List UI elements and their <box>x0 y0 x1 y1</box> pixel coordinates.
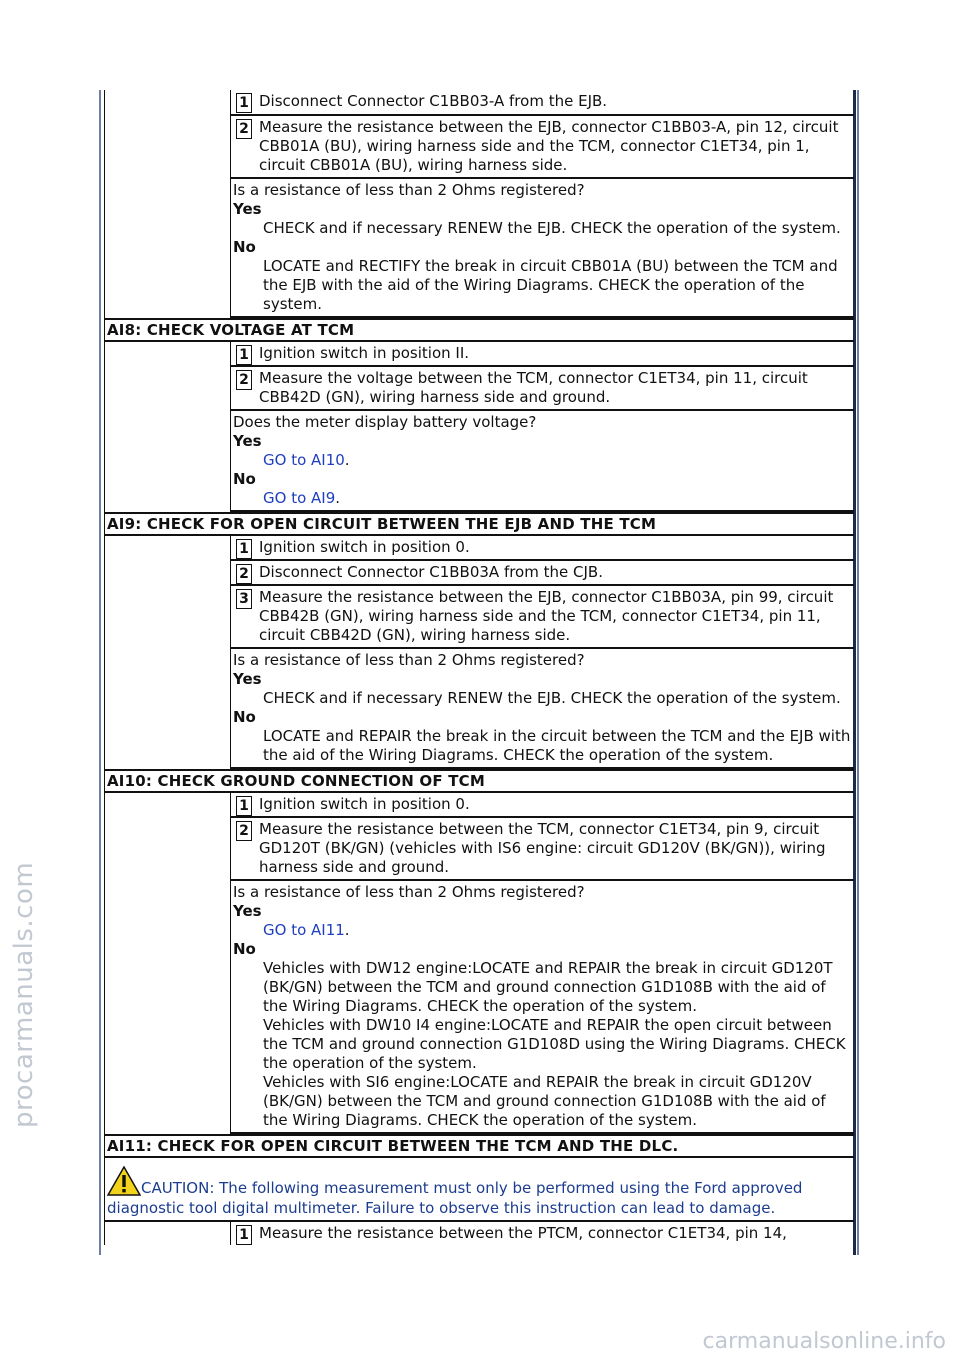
section-ai9 <box>104 512 854 769</box>
step-number: 1 <box>236 539 252 559</box>
section-top <box>104 90 854 318</box>
question-block <box>231 649 854 769</box>
left-column <box>104 536 231 769</box>
yes-label: Yes <box>233 670 262 688</box>
section-title: AI10: CHECK GROUND CONNECTION OF TCM <box>104 769 854 793</box>
step-number: 2 <box>236 119 252 139</box>
step <box>231 561 854 586</box>
section-title: AI9: CHECK FOR OPEN CIRCUIT BETWEEN THE EJB AND THE TCM <box>104 512 854 536</box>
no-action: LOCATE and REPAIR the break in the circuit between the TCM and the EJB with the aid of the Wiring Diagrams. CHECK the operation of the system. <box>263 727 851 764</box>
step-text: Ignition switch in position II. <box>259 344 470 362</box>
step-number: 2 <box>236 564 252 584</box>
yes-action: CHECK and if necessary RENEW the EJB. CHECK the operation of the system. <box>263 219 841 237</box>
no-action: Vehicles with DW10 I4 engine:LOCATE and REPAIR the open circuit between the TCM and ground connection G1D108D using the Wiring Diagrams. CHECK the operation of the system. <box>263 1016 846 1072</box>
step-number: 1 <box>236 796 252 816</box>
yes-label: Yes <box>233 432 262 450</box>
step <box>231 1222 854 1245</box>
step-number: 2 <box>236 370 252 390</box>
no-label: No <box>233 238 256 256</box>
step-number: 2 <box>236 821 252 841</box>
step-text: Measure the resistance between the TCM, connector C1ET34, pin 9, circuit GD120T (BK/GN) (vehicles with IS6 engine: circuit GD120V (BK/GN)), wiring harness side and ground. <box>259 820 826 876</box>
question: Is a resistance of less than 2 Ohms registered? <box>233 883 585 901</box>
step-text: Ignition switch in position 0. <box>259 795 470 813</box>
left-column <box>104 793 231 1134</box>
no-action: Vehicles with DW12 engine:LOCATE and REPAIR the break in circuit GD120T (BK/GN) between the TCM and ground connection G1D108B with the aid of the Wiring Diagrams. CHECK the operation of the system. <box>263 959 833 1015</box>
question: Is a resistance of less than 2 Ohms registered? <box>233 181 585 199</box>
no-action: Vehicles with SI6 engine:LOCATE and REPAIR the break in circuit GD120V (BK/GN) between the TCM and ground connection G1D108B with the aid of the Wiring Diagrams. CHECK the operation of the system. <box>263 1073 826 1129</box>
watermark-left: procarmanuals.com <box>9 861 39 1128</box>
left-column <box>104 90 231 318</box>
left-column <box>104 1222 231 1245</box>
yes-label: Yes <box>233 200 262 218</box>
step-number: 1 <box>236 1225 252 1245</box>
section-ai8 <box>104 318 854 512</box>
step <box>231 793 854 818</box>
goto-link[interactable]: GO to AI11 <box>263 921 345 939</box>
no-action: LOCATE and RECTIFY the break in circuit CBB01A (BU) between the TCM and the EJB with the aid of the Wiring Diagrams. CHECK the operation of the system. <box>263 257 838 313</box>
left-column <box>104 342 231 512</box>
step <box>231 342 854 367</box>
left-margin-rule <box>99 90 101 1255</box>
step <box>231 116 854 179</box>
goto-link[interactable]: GO to AI9 <box>263 489 336 507</box>
question: Is a resistance of less than 2 Ohms registered? <box>233 651 585 669</box>
yes-label: Yes <box>233 902 262 920</box>
step-number: 3 <box>236 589 252 609</box>
section-ai10 <box>104 769 854 1134</box>
warning-icon <box>107 1166 141 1194</box>
caution-note <box>104 1158 854 1222</box>
step-text: Ignition switch in position 0. <box>259 538 470 556</box>
step-number: 1 <box>236 93 252 113</box>
no-label: No <box>233 470 256 488</box>
question-block: Is a resistance of less than 2 Ohms registered? Yes GO to AI11. No Vehicles with DW12 engine:LOCATE and REPAIR the break in circuit GD120T (BK/GN) between the TCM and ground connection G1D108B with the aid of the Wiring Diagrams. CHECK the operation of the system. Vehicles with DW10 I4 engine:LOCATE and REPAIR the open circuit between the TCM and ground connection G1D108D using the Wiring Diagrams. CHECK the operation of the system. Vehicles with SI6 engine:LOCATE and REPAIR the break in circuit GD120V (BK/GN) between the TCM and ground connection G1D108B with the aid of the Wiring Diagrams. CHECK the operation of the system. <box>231 881 854 1134</box>
right-margin-rule <box>857 90 859 1255</box>
step <box>231 586 854 649</box>
step <box>231 818 854 881</box>
step <box>231 367 854 411</box>
step-number: 1 <box>236 345 252 365</box>
step-text: Disconnect Connector C1BB03-A from the EJB. <box>259 92 608 110</box>
section-title: AI11: CHECK FOR OPEN CIRCUIT BETWEEN THE TCM AND THE DLC. <box>104 1134 854 1158</box>
watermark-bottom: carmanualsonline.info <box>702 1329 946 1354</box>
step <box>231 90 854 116</box>
question-block <box>231 179 854 318</box>
no-label: No <box>233 708 256 726</box>
step-text: Measure the voltage between the TCM, connector C1ET34, pin 11, circuit CBB42D (GN), wiring harness side and ground. <box>259 369 808 406</box>
no-label: No <box>233 940 256 958</box>
section-title: AI8: CHECK VOLTAGE AT TCM <box>104 318 854 342</box>
step-text: Measure the resistance between the EJB, connector C1BB03-A, pin 12, circuit CBB01A (BU), wiring harness side and the TCM, connector C1ET34, pin 1, circuit CBB01A (BU), wiring harness side. <box>259 118 839 174</box>
step <box>231 536 854 561</box>
question-block: Does the meter display battery voltage? Yes GO to AI10. No GO to AI9. <box>231 411 854 512</box>
step-text: Measure the resistance between the PTCM, connector C1ET34, pin 14, <box>259 1224 787 1242</box>
goto-link[interactable]: GO to AI10 <box>263 451 345 469</box>
document-body <box>104 90 854 1245</box>
step-text: Measure the resistance between the EJB, connector C1BB03A, pin 99, circuit CBB42B (GN), wiring harness side and the TCM, connector C1ET34, pin 11, circuit CBB42D (GN), wiring harness side. <box>259 588 834 644</box>
section-ai11 <box>104 1134 854 1245</box>
yes-action: CHECK and if necessary RENEW the EJB. CHECK the operation of the system. <box>263 689 841 707</box>
caution-text: CAUTION: The following measurement must only be performed using the Ford approved diagnostic tool digital multimeter. Failure to observe this instruction can lead to damage. <box>107 1179 803 1217</box>
question: Does the meter display battery voltage? <box>233 413 537 431</box>
step-text: Disconnect Connector C1BB03A from the CJB. <box>259 563 603 581</box>
